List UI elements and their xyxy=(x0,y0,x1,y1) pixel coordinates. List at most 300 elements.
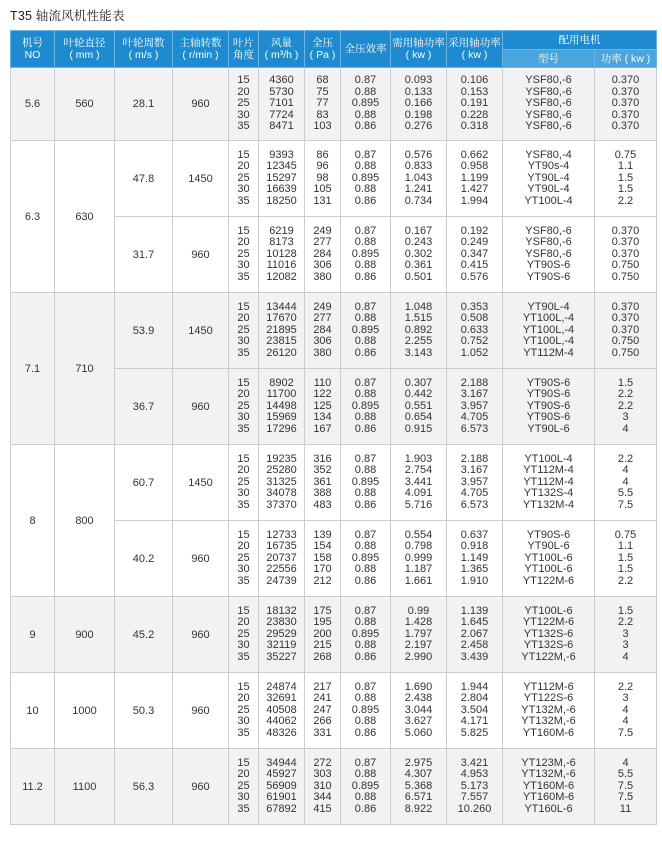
efficiency-values xyxy=(341,749,391,825)
value: 83 xyxy=(316,108,329,121)
value: 35 xyxy=(237,120,250,133)
header-efficiency: 全压效率 xyxy=(341,31,391,68)
shaft-speed-cell: 1450 xyxy=(173,445,229,521)
value: 0.88 xyxy=(354,388,377,401)
value: 30 xyxy=(237,791,250,804)
pressure-values xyxy=(305,293,341,369)
adopted-power-values xyxy=(447,749,503,825)
value: 0.75 xyxy=(614,528,637,541)
model-no-cell: 9 xyxy=(11,597,55,673)
value: 5730 xyxy=(269,85,294,98)
value: 26120 xyxy=(266,346,297,359)
value: 0.167 xyxy=(404,224,433,237)
model-no-cell: 6.3 xyxy=(11,141,55,293)
value: 195 xyxy=(313,616,332,629)
value: 0.192 xyxy=(460,224,489,237)
value: 7.5 xyxy=(617,779,634,792)
fan-performance-table xyxy=(10,30,657,825)
header-required-power xyxy=(391,31,447,68)
value: 2.2 xyxy=(617,194,634,207)
impeller-diameter-cell: 560 xyxy=(55,68,115,141)
value: 98 xyxy=(316,171,329,184)
value: 20 xyxy=(237,464,250,477)
table-row xyxy=(11,673,657,749)
value: 0.88 xyxy=(354,692,377,705)
value: YT122M,-6 xyxy=(521,650,576,663)
value: 15 xyxy=(237,756,250,769)
value: 0.915 xyxy=(404,422,433,435)
value: 1.690 xyxy=(404,680,433,693)
value: 0.88 xyxy=(354,540,377,553)
value: 5.368 xyxy=(404,779,433,792)
value: 96 xyxy=(316,160,329,173)
efficiency-values xyxy=(341,68,391,141)
value: 4.705 xyxy=(460,487,489,500)
header-blade-angle xyxy=(229,31,259,68)
header-line: 叶片 xyxy=(233,37,254,49)
value: 2.2 xyxy=(617,399,634,412)
value: 3.421 xyxy=(460,756,489,769)
airflow-values xyxy=(259,293,305,369)
efficiency-values xyxy=(341,445,391,521)
shaft-speed-cell: 960 xyxy=(173,597,229,673)
value: 0.302 xyxy=(404,247,433,260)
efficiency-values xyxy=(341,673,391,749)
required-power-values xyxy=(391,293,447,369)
value: 15 xyxy=(237,300,250,313)
airflow-values xyxy=(259,597,305,673)
value: 158 xyxy=(313,551,332,564)
value: 44062 xyxy=(266,715,297,728)
value: 0.370 xyxy=(611,247,640,260)
value: 25280 xyxy=(266,464,297,477)
value: 103 xyxy=(313,120,332,133)
value: YT112M-4 xyxy=(523,464,574,477)
pressure-values xyxy=(305,445,341,521)
value: 1.052 xyxy=(460,346,489,359)
value: 0.191 xyxy=(460,97,489,110)
value: YT100L,-4 xyxy=(522,312,575,325)
value: 30 xyxy=(237,639,250,652)
header-line: 主轴转数 xyxy=(179,37,222,49)
value: 31325 xyxy=(266,475,297,488)
value: 35 xyxy=(237,498,250,511)
header-line: ( r/min ) xyxy=(182,49,219,61)
value: 0.895 xyxy=(351,703,380,716)
value: 3 xyxy=(622,411,629,424)
required-power-values xyxy=(391,597,447,673)
value: 30 xyxy=(237,335,250,348)
value: 0.750 xyxy=(611,270,640,283)
value: 1.048 xyxy=(404,300,433,313)
value: 3.143 xyxy=(404,346,433,359)
value: YSF80,-6 xyxy=(525,247,572,260)
tip-speed-cell: 56.3 xyxy=(115,749,173,825)
efficiency-values xyxy=(341,293,391,369)
value: 217 xyxy=(313,680,332,693)
value: 1.365 xyxy=(460,563,489,576)
header-motor-group: 配用电机 xyxy=(503,31,657,50)
value: 15 xyxy=(237,452,250,465)
header-line: 叶轮直径 xyxy=(63,37,106,49)
value: YSF80,-6 xyxy=(525,224,572,237)
value: 0.442 xyxy=(404,388,433,401)
value: 2.990 xyxy=(404,650,433,663)
tip-speed-cell: 45.2 xyxy=(115,597,173,673)
value: 175 xyxy=(313,604,332,617)
motor-power-values xyxy=(595,68,657,141)
value: 4.953 xyxy=(460,768,489,781)
value: 7.5 xyxy=(617,726,634,739)
value: 3.627 xyxy=(404,715,433,728)
value: 6.571 xyxy=(404,791,433,804)
value: 12345 xyxy=(266,160,297,173)
value: 0.166 xyxy=(404,97,433,110)
value: 0.554 xyxy=(404,528,433,541)
value: 0.86 xyxy=(354,650,377,663)
airflow-values xyxy=(259,445,305,521)
value: 0.752 xyxy=(460,335,489,348)
value: 0.895 xyxy=(351,551,380,564)
value: 25 xyxy=(237,551,250,564)
value: 0.99 xyxy=(407,604,430,617)
efficiency-values xyxy=(341,217,391,293)
header-line: 全压 xyxy=(312,37,333,49)
value: 1.5 xyxy=(617,551,634,564)
value: 0.86 xyxy=(354,120,377,133)
header-model-no xyxy=(11,31,55,68)
value: 0.88 xyxy=(354,616,377,629)
value: 11 xyxy=(619,802,632,815)
value: 0.87 xyxy=(354,148,377,161)
value: 30 xyxy=(237,487,250,500)
blade-angle-values xyxy=(229,749,259,825)
value: 20 xyxy=(237,236,250,249)
table-header xyxy=(11,31,657,68)
value: 7.5 xyxy=(617,498,634,511)
value: YSF80,-6 xyxy=(525,120,572,133)
shaft-speed-cell: 1450 xyxy=(173,141,229,217)
blade-angle-values xyxy=(229,369,259,445)
value: 35 xyxy=(237,346,250,359)
value: YT122S-6 xyxy=(523,692,574,705)
value: 0.106 xyxy=(460,74,489,87)
value: 0.895 xyxy=(351,627,380,640)
value: 415 xyxy=(313,802,332,815)
value: 3.439 xyxy=(460,650,489,663)
value: 2.458 xyxy=(460,639,489,652)
value: 110 xyxy=(313,376,332,389)
tip-speed-cell: 40.2 xyxy=(115,521,173,597)
value: 45927 xyxy=(266,768,297,781)
motor-model-values xyxy=(503,597,595,673)
value: 23830 xyxy=(266,616,297,629)
required-power-values xyxy=(391,217,447,293)
adopted-power-values xyxy=(447,445,503,521)
value: YT90S-6 xyxy=(526,388,571,401)
efficiency-values xyxy=(341,369,391,445)
value: 1.910 xyxy=(460,574,489,587)
tip-speed-cell: 53.9 xyxy=(115,293,173,369)
efficiency-values xyxy=(341,521,391,597)
value: 1.187 xyxy=(404,563,433,576)
value: 0.895 xyxy=(351,475,380,488)
value: 2.2 xyxy=(617,452,634,465)
value: 2.188 xyxy=(460,452,489,465)
value: 6.573 xyxy=(460,498,489,511)
value: 15 xyxy=(237,148,250,161)
blade-angle-values xyxy=(229,445,259,521)
airflow-values xyxy=(259,68,305,141)
value: 67892 xyxy=(266,802,297,815)
value: YT123M,-6 xyxy=(521,756,576,769)
value: 2.067 xyxy=(460,627,489,640)
value: 56909 xyxy=(266,779,297,792)
value: 3.441 xyxy=(404,475,433,488)
value: YT90L-6 xyxy=(527,422,570,435)
value: 20 xyxy=(237,692,250,705)
value: 30 xyxy=(237,715,250,728)
value: 200 xyxy=(313,627,332,640)
motor-model-values xyxy=(503,217,595,293)
value: 1.944 xyxy=(460,680,489,693)
value: 122 xyxy=(313,388,332,401)
value: 306 xyxy=(313,335,332,348)
value: 4 xyxy=(622,756,629,769)
value: 1.139 xyxy=(460,604,489,617)
value: 0.88 xyxy=(354,160,377,173)
value: 16735 xyxy=(266,540,297,553)
value: 30 xyxy=(237,183,250,196)
motor-power-values xyxy=(595,521,657,597)
value: YT112M-4 xyxy=(523,346,574,359)
value: 0.88 xyxy=(354,768,377,781)
value: 77 xyxy=(316,97,329,110)
value: 0.892 xyxy=(404,323,433,336)
header-line: 角度 xyxy=(233,49,254,61)
value: 0.88 xyxy=(354,464,377,477)
efficiency-values xyxy=(341,141,391,217)
value: 105 xyxy=(313,183,332,196)
value: 32119 xyxy=(266,639,297,652)
value: 21895 xyxy=(266,323,297,336)
value: 0.370 xyxy=(611,108,640,121)
value: 5.173 xyxy=(460,779,489,792)
value: 0.87 xyxy=(354,604,377,617)
value: 0.87 xyxy=(354,680,377,693)
value: 25 xyxy=(237,399,250,412)
required-power-values xyxy=(391,749,447,825)
value: 0.551 xyxy=(404,399,433,412)
value: 1.5 xyxy=(617,376,634,389)
value: 29529 xyxy=(266,627,297,640)
value: YT90S-6 xyxy=(526,411,571,424)
value: 32691 xyxy=(266,692,297,705)
value: 20 xyxy=(237,160,250,173)
value: 4 xyxy=(622,715,629,728)
value: 215 xyxy=(313,639,332,652)
required-power-values xyxy=(391,369,447,445)
value: YT100L-4 xyxy=(524,194,573,207)
value: 1.661 xyxy=(404,574,433,587)
value: 0.276 xyxy=(404,120,433,133)
value: 15 xyxy=(237,680,250,693)
value: YT132S-6 xyxy=(523,627,574,640)
value: 14498 xyxy=(266,399,297,412)
tip-speed-cell: 60.7 xyxy=(115,445,173,521)
value: 4.171 xyxy=(460,715,489,728)
tip-speed-cell: 47.8 xyxy=(115,141,173,217)
value: 0.576 xyxy=(460,270,489,283)
shaft-speed-cell: 960 xyxy=(173,369,229,445)
value: 4.307 xyxy=(404,768,433,781)
value: 0.153 xyxy=(460,85,489,98)
value: 1.427 xyxy=(460,183,489,196)
value: 75 xyxy=(316,85,329,98)
value: YT160M-6 xyxy=(522,791,575,804)
value: 249 xyxy=(313,300,332,313)
value: YSF80,-6 xyxy=(525,74,572,87)
value: 0.833 xyxy=(404,160,433,173)
value: 0.88 xyxy=(354,236,377,249)
header-line: 需用轴功率 xyxy=(392,37,445,49)
value: 35 xyxy=(237,650,250,663)
table-row xyxy=(11,749,657,825)
header-line: NO xyxy=(24,49,41,61)
value: 0.415 xyxy=(460,259,489,272)
value: 277 xyxy=(313,236,332,249)
adopted-power-values xyxy=(447,141,503,217)
value: 20 xyxy=(237,85,250,98)
header-motor-power: 功率 ( kw ) xyxy=(595,50,657,68)
value: 25 xyxy=(237,627,250,640)
value: 20 xyxy=(237,312,250,325)
value: 34944 xyxy=(266,756,297,769)
value: YT112M-4 xyxy=(523,475,574,488)
table-body xyxy=(11,68,657,825)
value: 266 xyxy=(313,715,332,728)
impeller-diameter-cell: 630 xyxy=(55,141,115,293)
table-row xyxy=(11,293,657,369)
value: 268 xyxy=(313,650,332,663)
value: 3 xyxy=(622,639,629,652)
value: 2.2 xyxy=(617,388,634,401)
value: YSF80,-4 xyxy=(525,148,572,161)
tip-speed-cell: 36.7 xyxy=(115,369,173,445)
value: 0.798 xyxy=(404,540,433,553)
value: 0.86 xyxy=(354,346,377,359)
value: YT132M,-6 xyxy=(521,703,576,716)
pressure-values xyxy=(305,673,341,749)
value: YT122M-6 xyxy=(522,616,575,629)
header-line: 采用轴功率 xyxy=(448,37,501,49)
value: 0.88 xyxy=(354,411,377,424)
value: 0.750 xyxy=(611,259,640,272)
value: 241 xyxy=(313,692,332,705)
value: 0.895 xyxy=(351,323,380,336)
value: 0.88 xyxy=(354,791,377,804)
airflow-values xyxy=(259,749,305,825)
value: 30 xyxy=(237,563,250,576)
value: 344 xyxy=(313,791,332,804)
value: YT90S-6 xyxy=(526,270,571,283)
value: 0.370 xyxy=(611,97,640,110)
value: 5.5 xyxy=(617,487,634,500)
motor-model-values xyxy=(503,141,595,217)
value: 0.75 xyxy=(614,148,637,161)
value: 6219 xyxy=(269,224,294,237)
value: 0.370 xyxy=(611,85,640,98)
value: 15297 xyxy=(266,171,297,184)
value: YSF80,-6 xyxy=(525,236,572,249)
value: 35227 xyxy=(266,650,297,663)
value: 8173 xyxy=(269,236,294,249)
value: 23815 xyxy=(266,335,297,348)
value: 30 xyxy=(237,411,250,424)
value: 1.5 xyxy=(617,563,634,576)
value: 167 xyxy=(313,422,332,435)
value: YT132M-4 xyxy=(522,498,575,511)
value: 18132 xyxy=(266,604,297,617)
shaft-speed-cell: 1450 xyxy=(173,293,229,369)
value: 0.87 xyxy=(354,528,377,541)
motor-power-values xyxy=(595,673,657,749)
value: 380 xyxy=(313,346,332,359)
blade-angle-values xyxy=(229,293,259,369)
value: YSF80,-6 xyxy=(525,108,572,121)
value: 1.994 xyxy=(460,194,489,207)
blade-angle-values xyxy=(229,597,259,673)
value: 0.662 xyxy=(460,148,489,161)
value: 25 xyxy=(237,171,250,184)
value: YT90L-6 xyxy=(527,540,570,553)
value: 20737 xyxy=(266,551,297,564)
value: 11700 xyxy=(266,388,297,401)
value: 0.370 xyxy=(611,312,640,325)
value: 0.86 xyxy=(354,574,377,587)
value: 0.633 xyxy=(460,323,489,336)
value: 272 xyxy=(313,756,332,769)
value: 303 xyxy=(313,768,332,781)
motor-model-values xyxy=(503,293,595,369)
value: 1.043 xyxy=(404,171,433,184)
model-no-cell: 11.2 xyxy=(11,749,55,825)
value: 25 xyxy=(237,97,250,110)
value: 40508 xyxy=(266,703,297,716)
value: 30 xyxy=(237,259,250,272)
pressure-values xyxy=(305,521,341,597)
value: 0.750 xyxy=(611,335,640,348)
value: 170 xyxy=(313,563,332,576)
impeller-diameter-cell: 900 xyxy=(55,597,115,673)
value: 380 xyxy=(313,270,332,283)
value: 0.370 xyxy=(611,236,640,249)
value: 0.87 xyxy=(354,452,377,465)
header-line: ( m/s ) xyxy=(128,49,159,61)
value: 0.228 xyxy=(460,108,489,121)
value: 0.198 xyxy=(404,108,433,121)
value: 0.895 xyxy=(351,779,380,792)
value: 0.88 xyxy=(354,183,377,196)
value: YT100L-6 xyxy=(524,563,573,576)
motor-power-values xyxy=(595,445,657,521)
value: YT90S-6 xyxy=(526,259,571,272)
value: YT100L,-4 xyxy=(522,323,575,336)
pressure-values xyxy=(305,68,341,141)
value: 0.86 xyxy=(354,498,377,511)
value: 284 xyxy=(313,247,332,260)
shaft-speed-cell: 960 xyxy=(173,217,229,293)
